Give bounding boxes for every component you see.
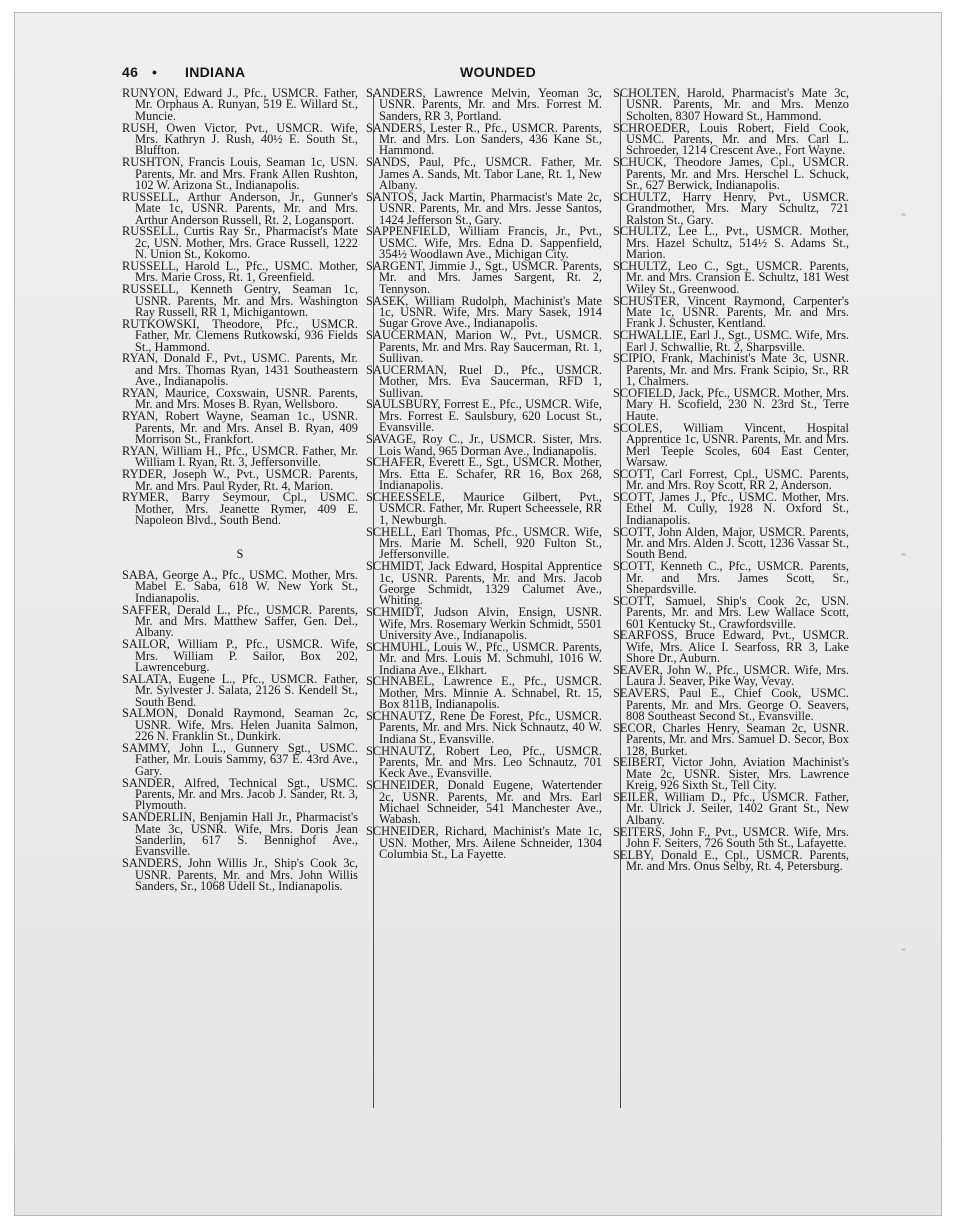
casualty-entry: SCOTT, Samuel, Ship's Cook 2c, USN. Parents, Mr. and Mrs. Lew Wallace Scott, 601 Kentucky St., Crawfordsville.	[613, 593, 849, 631]
casualty-entry: SAVAGE, Roy C., Jr., USMCR. Sister, Mrs. Lois Wand, 965 Dorman Ave., Indianapolis.	[366, 432, 602, 458]
casualty-entry: SANDERS, Lawrence Melvin, Yeoman 3c, USNR. Parents, Mr. and Mrs. Forrest M. Sanders, RR 3, Portland.	[366, 86, 602, 123]
casualty-entry: SEIBERT, Victor John, Aviation Machinist's Mate 2c, USNR. Sister, Mrs. Lawrence Kreig, 926 Sixth St., Tell City.	[613, 755, 849, 793]
casualty-entry: SCHULTZ, Leo C., Sgt., USMCR. Parents, Mr. and Mrs. Cransion E. Schultz, 181 West Wiley St., Greenwood.	[613, 259, 849, 296]
casualty-entry: RUSSELL, Arthur Anderson, Jr., Gunner's Mate 1c, USNR. Parents, Mr. and Mrs. Arthur Anderson Russell, Rt. 2, Logansport.	[122, 189, 358, 227]
casualty-entry: SCOTT, Carl Forrest, Cpl., USMC. Parents, Mr. and Mrs. Roy Scott, RR 2, Anderson.	[613, 466, 849, 493]
casualty-entry: SCHMIDT, Jack Edward, Hospital Apprentice 1c, USNR. Parents, Mr. and Mrs. Jacob George Schmidt, 1329 Calumet Ave., Whiting.	[366, 559, 602, 608]
casualty-entry: RUTKOWSKI, Theodore, Pfc., USMCR. Father, Mr. Clemens Rutkowski, 936 Fields St., Hammond.	[122, 316, 358, 354]
casualty-entry: RUSSELL, Harold L., Pfc., USMC. Mother, Mrs. Marie Cross, Rt. 1, Greenfield.	[122, 259, 358, 285]
casualty-entry: SCHNEIDER, Donald Eugene, Watertender 2c, USNR. Parents, Mr. and Mrs. Earl Michael Schneider, 541 Manchester Ave., Wabash.	[366, 778, 602, 827]
casualty-entry: SELBY, Donald E., Cpl., USMCR. Parents, Mr. and Mrs. Onus Selby, Rt. 4, Petersburg.	[613, 847, 849, 874]
casualty-entry: SABA, George A., Pfc., USMC. Mother, Mrs. Mabel E. Saba, 618 W. New York St., Indianapolis.	[122, 567, 358, 605]
casualty-entry: SANDERLIN, Benjamin Hall Jr., Pharmacist's Mate 3c, USNR. Wife, Mrs. Doris Jean Sanderlin, 617 S. Bennighof Ave., Evansville.	[122, 810, 358, 859]
casualty-entry: SCHOLTEN, Harold, Pharmacist's Mate 3c, USNR. Parents, Mr. and Mrs. Menzo Scholten, 8307 Howard St., Hammond.	[613, 86, 849, 123]
casualty-entry: SANTOS, Jack Martin, Pharmacist's Mate 2c, USNR. Parents, Mr. and Mrs. Jesse Santos, 1424 Jefferson St., Gary.	[366, 189, 602, 227]
casualty-entry: SCHAFER, Everett E., Sgt., USMCR. Mother, Mrs. Etta E. Schafer, RR 16, Box 268, Indianapolis.	[366, 455, 602, 493]
casualty-entry: SCHULTZ, Harry Henry, Pvt., USMCR. Grandmother, Mrs. Mary Schultz, 721 Ralston St., Gary.	[613, 189, 849, 227]
casualty-entry: RYMER, Barry Seymour, Cpl., USMC. Mother, Mrs. Jeanette Rymer, 409 E. Napoleon Blvd., South Bend.	[122, 490, 358, 528]
casualty-entry: SCHMIDT, Judson Alvin, Ensign, USNR. Wife, Mrs. Rosemary Werkin Schmidt, 5501 University Ave., Indianapolis.	[366, 605, 602, 642]
casualty-entry: SANDER, Alfred, Technical Sgt., USMC. Parents, Mr. and Mrs. Jacob J. Sander, Rt. 3, Plymouth.	[122, 775, 358, 813]
casualty-entry: SAUCERMAN, Marion W., Pvt., USMCR. Parents, Mr. and Mrs. Ray Saucerman, Rt. 1, Sullivan.	[366, 328, 602, 366]
binding-hole	[901, 213, 906, 216]
casualty-entry: SALATA, Eugene L., Pfc., USMCR. Father, Mr. Sylvester J. Salata, 2126 S. Kendell St., South Bend.	[122, 671, 358, 709]
section-title: WOUNDED	[460, 64, 536, 80]
casualty-entry: RYDER, Joseph W., Pvt., USMCR. Parents, Mr. and Mrs. Paul Ryder, Rt. 4, Marion.	[122, 467, 358, 493]
casualty-entry: SEAVERS, Paul E., Chief Cook, USMC. Parents, Mr. and Mrs. George O. Seavers, 808 Southeast Second St., Evansville.	[613, 686, 849, 723]
casualty-entry: SAPPENFIELD, William Francis, Jr., Pvt., USMC. Wife, Mrs. Edna D. Sappenfield, 354½ Woodlawn Ave., Michigan City.	[366, 224, 602, 262]
casualty-entry: SECOR, Charles Henry, Seaman 2c, USNR. Parents, Mr. and Mrs. Samuel D. Secor, Box 128, Burket.	[613, 720, 849, 758]
casualty-entry: SALMON, Donald Raymond, Seaman 2c, USNR. Wife, Mrs. Helen Juanita Salmon, 226 N. Franklin St., Dunkirk.	[122, 706, 358, 744]
column-2	[366, 88, 602, 861]
casualty-entry: SANDS, Paul, Pfc., USMCR. Father, Mr. James A. Sands, Mt. Tabor Lane, Rt. 1, New Albany.	[366, 155, 602, 193]
casualty-entry: SAULSBURY, Forrest E., Pfc., USMCR. Wife, Mrs. Forrest E. Saulsbury, 620 Locust St., Evansville.	[366, 397, 602, 435]
casualty-entry: SEITERS, John F., Pvt., USMCR. Wife, Mrs. John F. Seiters, 726 South 5th St., Lafayette.	[613, 824, 849, 850]
casualty-entry: SAFFER, Derald L., Pfc., USMCR. Parents, Mr. and Mrs. Matthew Saffer, Gen. Del., Albany.	[122, 602, 358, 640]
casualty-entry: RYAN, Maurice, Coxswain, USNR. Parents, Mr. and Mrs. Moses B. Ryan, Wellsboro.	[122, 386, 358, 412]
casualty-entry: SCHMUHL, Louis W., Pfc., USMCR. Parents, Mr. and Mrs. Louis M. Schmuhl, 1016 W. Indiana Ave., Elkhart.	[366, 639, 602, 677]
page-header	[122, 64, 862, 82]
casualty-entry: SCHNEIDER, Richard, Machinist's Mate 1c, USN. Mother, Mrs. Ailene Schneider, 1304 Columbia St., La Fayette.	[366, 824, 602, 862]
casualty-entry: SANDERS, Lester R., Pfc., USMCR. Parents, Mr. and Mrs. Lon Sanders, 436 Kane St., Hammond.	[366, 120, 602, 158]
section-letter-heading: S	[236, 546, 244, 561]
casualty-entry: RUSSELL, Curtis Ray Sr., Pharmacist's Mate 2c, USN. Mother, Mrs. Grace Russell, 1222 N. Union St., Kokomo.	[122, 224, 358, 262]
casualty-entry: SARGENT, Jimmie J., Sgt., USMCR. Parents, Mr. and Mrs. James Sargent, Rt. 2, Tennyson.	[366, 259, 602, 296]
casualty-entry: SCOTT, James J., Pfc., USMC. Mother, Mrs. Ethel M. Cully, 1928 N. Oxford St., Indianapolis.	[613, 489, 849, 527]
header-bullet: •	[152, 64, 158, 80]
casualty-entry: RYAN, Donald F., Pvt., USMC. Parents, Mr. and Mrs. Thomas Ryan, 1431 Southeastern Ave., Indianapolis.	[122, 351, 358, 389]
column-1	[122, 88, 358, 893]
casualty-entry: SCOFIELD, Jack, Pfc., USMCR. Mother, Mrs. Mary H. Scofield, 230 N. 23rd St., Terre Haute.	[613, 386, 849, 423]
casualty-entry: RUSHTON, Francis Louis, Seaman 1c, USN. Parents, Mr. and Mrs. Frank Allen Rushton, 102 W. Arizona St., Indianapolis.	[122, 155, 358, 193]
casualty-entry: SCHUSTER, Vincent Raymond, Carpenter's Mate 1c, USNR. Parents, Mr. and Mrs. Frank J. Schuster, Kentland.	[613, 293, 849, 331]
casualty-entry: SAUCERMAN, Ruel D., Pfc., USMCR. Mother, Mrs. Eva Saucerman, RFD 1, Sullivan.	[366, 362, 602, 400]
casualty-entry: SCHEESSELE, Maurice Gilbert, Pvt., USMCR. Father, Mr. Rupert Scheessele, RR 1, Newburgh.	[366, 489, 602, 527]
casualty-entry: SASEK, William Rudolph, Machinist's Mate 1c, USNR. Wife, Mrs. Mary Sasek, 1914 Sugar Grove Ave., Indianapolis.	[366, 293, 602, 331]
casualty-entry: SAMMY, John L., Gunnery Sgt., USMC. Father, Mr. Louis Sammy, 637 E. 43rd Ave., Gary.	[122, 740, 358, 778]
casualty-entry: SEAVER, John W., Pfc., USMCR. Wife, Mrs. Laura J. Seaver, Pike Way, Vevay.	[613, 662, 849, 689]
casualty-entry: SANDERS, John Willis Jr., Ship's Cook 3c, USNR. Parents, Mr. and Mrs. John Willis Sanders, Sr., 1068 Udell St., Indianapolis.	[122, 856, 358, 894]
casualty-entry: RUNYON, Edward J., Pfc., USMCR. Father, Mr. Orphaus A. Runyan, 519 E. Willard St., Muncie.	[122, 86, 358, 123]
binding-hole	[901, 948, 906, 951]
page-number: 46	[122, 64, 139, 80]
casualty-entry: SCHNABEL, Lawrence E., Pfc., USMCR. Mother, Mrs. Minnie A. Schnabel, Rt. 15, Box 811B, Indianapolis.	[366, 674, 602, 712]
casualty-entry: RUSSELL, Kenneth Gentry, Seaman 1c, USNR. Parents, Mr. and Mrs. Washington Ray Russell, RR 1, Michigantown.	[122, 282, 358, 320]
casualty-entry: SCOLES, William Vincent, Hospital Apprentice 1c, USNR. Parents, Mr. and Mrs. Merl Teeple Scoles, 604 East Center, Warsaw.	[613, 420, 849, 469]
casualty-entry: RUSH, Owen Victor, Pvt., USMCR. Wife, Mrs. Kathryn J. Rush, 40½ E. South St., Bluffton.	[122, 120, 358, 158]
casualty-entry: SCHULTZ, Lee L., Pvt., USMCR. Mother, Mrs. Hazel Schultz, 514½ S. Adams St., Marion.	[613, 224, 849, 262]
casualty-entry: SCHWALLIE, Earl J., Sgt., USMC. Wife, Mrs. Earl J. Schwallie, Rt. 2, Sharpsville.	[613, 328, 849, 354]
casualty-entry: SCHNAUTZ, Robert Leo, Pfc., USMCR. Parents, Mr. and Mrs. Leo Schnautz, 701 Keck Ave., Evansville.	[366, 743, 602, 781]
casualty-entry: SCHROEDER, Louis Robert, Field Cook, USMC. Parents, Mr. and Mrs. Carl L. Schroeder, 1214 Crescent Ave., Fort Wayne.	[613, 120, 849, 158]
casualty-entry: RYAN, Robert Wayne, Seaman 1c., USNR. Parents, Mr. and Mrs. Ansel B. Ryan, 409 Morrison St., Frankfort.	[122, 409, 358, 447]
casualty-entry: SCIPIO, Frank, Machinist's Mate 3c, USNR. Parents, Mr. and Mrs. Frank Scipio, Sr., RR 1, Chalmers.	[613, 351, 849, 389]
casualty-entry: SCOTT, Kenneth C., Pfc., USMCR. Parents, Mr. and Mrs. James Scott, Sr., Shepardsville.	[613, 559, 849, 596]
column-3	[613, 88, 849, 873]
state-name: INDIANA	[185, 64, 246, 80]
casualty-entry: SEARFOSS, Bruce Edward, Pvt., USMCR. Wife, Mrs. Alice I. Searfoss, RR 3, Lake Shore Dr., Auburn.	[613, 628, 849, 666]
casualty-entry: RYAN, William H., Pfc., USMCR. Father, Mr. William I. Ryan, Rt. 3, Jeffersonville.	[122, 443, 358, 470]
casualty-entry: SCHUCK, Theodore James, Cpl., USMCR. Parents, Mr. and Mrs. Herschel L. Schuck, Sr., 627 Berwick, Indianapolis.	[613, 155, 849, 193]
casualty-entry: SAILOR, William P., Pfc., USMCR. Wife, Mrs. William P. Sailor, Box 202, Lawrenceburg.	[122, 637, 358, 674]
casualty-entry: SCOTT, John Alden, Major, USMCR. Parents, Mr. and Mrs. Alden J. Scott, 1236 Vassar St., South Bend.	[613, 524, 849, 562]
casualty-entry: SCHNAUTZ, Rene De Forest, Pfc., USMCR. Parents, Mr. and Mrs. Nick Schnautz, 40 W. Indiana St., Evansville.	[366, 708, 602, 746]
binding-hole	[901, 553, 906, 556]
casualty-entry: SEILER, William D., Pfc., USMCR. Father, Mr. Ulrick J. Seiler, 1402 Grant St., New Albany.	[613, 789, 849, 827]
casualty-entry: SCHELL, Earl Thomas, Pfc., USMCR. Wife, Mrs. Marie M. Schell, 920 Fulton St., Jeffersonville.	[366, 524, 602, 562]
